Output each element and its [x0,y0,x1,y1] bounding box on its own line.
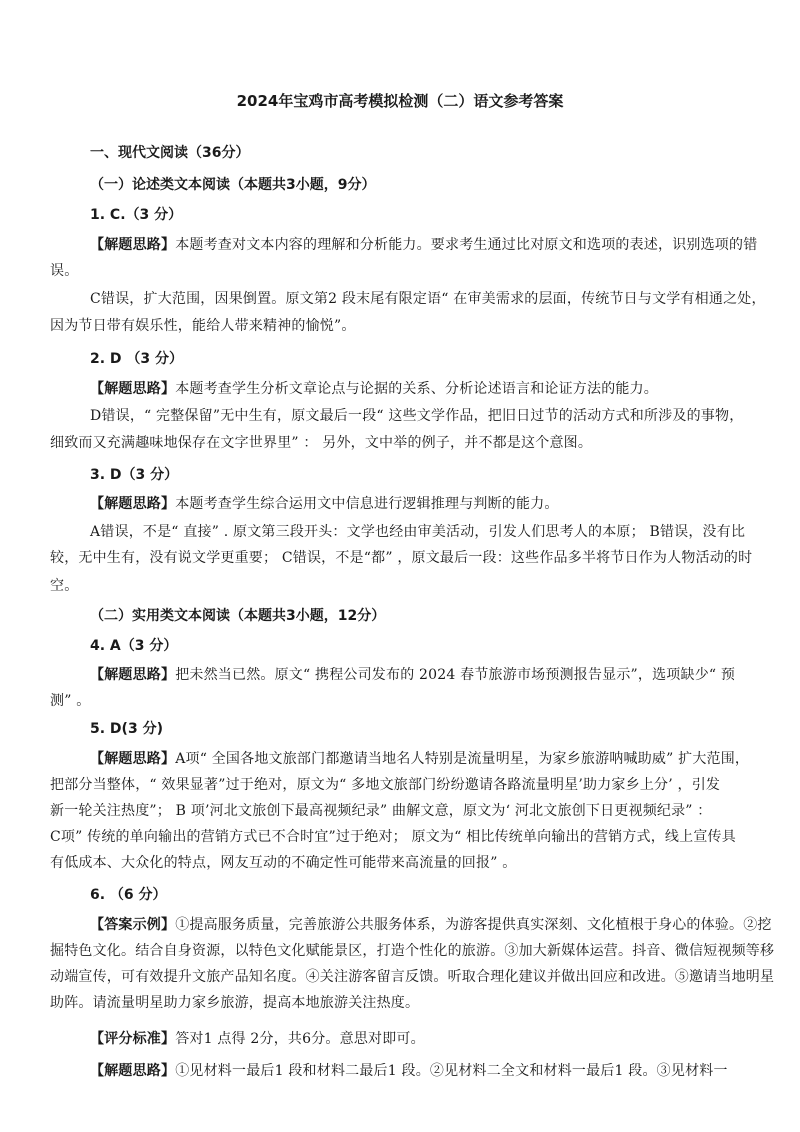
section-heading [90,175,375,195]
section-heading [90,349,183,369]
line-text: 3. D（3 分） [90,467,179,483]
paragraph-line [50,433,592,453]
paragraph-line [50,941,774,961]
line-text: D错误，“ 完整保留”无中生有，原文最后一段“ 这些文学作品，把旧日过节的活动方式和所涉及的事物， [90,408,744,424]
paragraph-line [90,749,749,769]
paragraph-line [90,406,743,426]
line-text: （一）论述类文本阅读（本题共3小题，9分） [90,177,376,193]
line-text: 掘特色文化。结合自身资源，以特色文化赋能景区，打造个性化的旅游。③加大新媒体运营。抖音、微信短视频等移 [50,943,775,959]
paragraph-line [90,494,559,514]
bracket-label: 【答案示例】 [90,917,176,933]
paragraph-line [50,261,78,281]
line-text: 4. A（3 分） [90,638,178,654]
paragraph-line [50,827,736,847]
section-heading [90,465,178,485]
section-heading [90,143,249,163]
line-text: 空。 [50,578,79,594]
line-text: ①提高服务质量，完善旅游公共服务体系，为游客提供真实深刻、文化植根于身心的体验。②挖 [175,917,772,933]
paragraph-line [50,548,752,568]
line-text: 把部分当整体，“ 效果显著”过于绝对，原文为“ 多地文旅部门纷纷邀请各路流量明星’助力家乡上分’ ，引发 [50,777,721,793]
line-text: C错误，扩大范围，因果倒置。原文第2 段末尾有限定语“ 在审美需求的层面，传统节日与文学有相通之处， [90,291,766,307]
section-heading [90,636,177,656]
paragraph-line [90,1061,728,1081]
section-heading [90,885,167,905]
line-text: 误。 [50,263,79,279]
paragraph-line [50,801,712,821]
line-text: 本题考查学生分析文章论点与论据的关系、分析论述语言和论证方法的能力。 [175,381,659,397]
paragraph-line [50,967,774,987]
line-text: （二）实用类文本阅读（本题共3小题，12分） [90,608,386,624]
line-text: 助阵。请流量明星助力家乡旅游，提高本地旅游关注热度。 [50,995,420,1011]
paragraph-line [50,316,356,336]
line-text: 6. （6 分） [90,887,167,903]
bracket-label: 【解题思路】 [90,751,176,767]
line-text: 测” 。 [50,693,91,709]
bracket-label: 【评分标准】 [90,1031,176,1047]
section-heading [90,205,182,225]
bracket-label: 【解题思路】 [90,1063,176,1079]
line-text: 较，无中生有，没有说文学更重要； C错误，不是“都” ，原文最后一段：这些作品多半将节日作为人物活动的时 [50,550,753,566]
line-text: A项“ 全国各地文旅部门都邀请当地名人特别是流量明星，为家乡旅游呐喊助威” 扩大范围， [175,751,750,767]
line-text: ①见材料一最后1 段和材料二最后1 段。②见材料二全文和材料一最后1 段。③见材料一 [175,1063,728,1079]
section-heading [90,606,385,626]
section-heading [90,719,163,739]
paragraph-line [50,576,78,596]
line-text: 本题考查对文本内容的理解和分析能力。要求考生通过比对原文和选项的表述，识别选项的错 [175,237,758,253]
bracket-label: 【解题思路】 [90,237,176,253]
paragraph-line [90,235,757,255]
paragraph-line [90,289,766,309]
paragraph-line [50,691,90,711]
bracket-label: 【解题思路】 [90,381,176,397]
line-text: 答对1 点得 2分，共6分。意思对即可。 [175,1031,425,1047]
paragraph-line [90,665,735,685]
paragraph-line [90,522,745,542]
line-text: 新一轮关注热度”； B 项’河北文旅创下最高视频纪录” 曲解文意，原文为‘ 河北文旅创下日更视频纪录” ： [50,803,712,819]
line-text: 动端宣传，可有效提升文旅产品知名度。④关注游客留言反馈。听取合理化建议并做出回应和改进。⑤邀请当地明星 [50,969,775,985]
paragraph-line [90,1029,425,1049]
document-title: 2024年宝鸡市高考模拟检测（二）语文参考答案 [236,92,564,110]
paragraph-line [50,853,516,873]
line-text: 细致而又充满趣味地保存在文字世界里” ： 另外，文中举的例子，并不都是这个意图。 [50,435,593,451]
line-text: 一、现代文阅读（36分） [90,145,250,161]
line-text: 1. C.（3 分） [90,207,183,223]
paragraph-line [50,775,720,795]
line-text: 因为节日带有娱乐性，能给人带来精神的愉悦”。 [50,318,356,334]
line-text: 有低成本、大众化的特点，网友互动的不确定性可能带来高流量的回报” 。 [50,855,517,871]
bracket-label: 【解题思路】 [90,667,176,683]
line-text: 把未然当已然。原文“ 携程公司发布的 2024 春节旅游市场预测报告显示”，选项缺少“ 预 [175,667,736,683]
line-text: 2. D （3 分） [90,351,184,367]
line-text: 5. D(3 分) [90,721,163,737]
paragraph-line [50,993,419,1013]
line-text: C项” 传统的单向输出的营销方式已不合时宜”过于绝对； 原文为“ 相比传统单向输出的营销方式，线上宣传具 [50,829,736,845]
line-text: A错误，不是“ 直接” . 原文第三段开头：文学也经由审美活动，引发人们思考人的本原； B错误，没有比 [90,524,746,540]
line-text: 本题考查学生综合运用文中信息进行逻辑推理与判断的能力。 [175,496,559,512]
paragraph-line [90,915,772,935]
paragraph-line [90,379,658,399]
bracket-label: 【解题思路】 [90,496,176,512]
